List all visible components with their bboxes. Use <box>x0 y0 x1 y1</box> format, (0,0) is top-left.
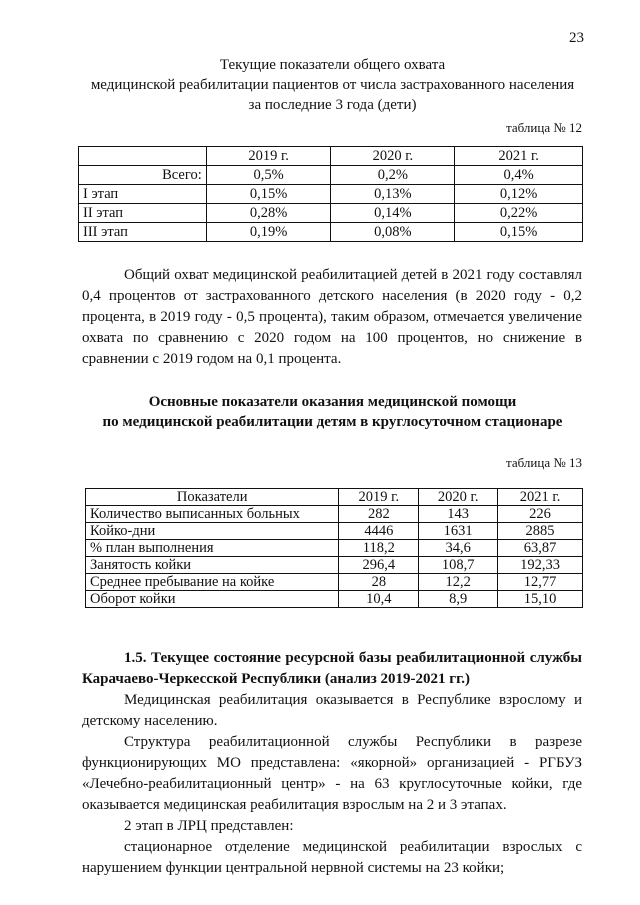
cell: 296,4 <box>339 557 419 574</box>
section-paragraph: Структура реабилитационной службы Республики в разрезе функционирующих МО представлена: «якорной» организацией - РГБУЗ «Лечебно-реабилитационный центр» - на 63 круглосуточные койки, где оказывается медицинская реабилитация взрослым на 2 и 3 этапах. <box>82 734 582 813</box>
row-label: Занятость койки <box>86 557 339 574</box>
row-label: % план выполнения <box>86 540 339 557</box>
row-label: I этап <box>79 185 207 204</box>
table-row <box>86 506 583 523</box>
row-label: Среднее пребывание на койке <box>86 574 339 591</box>
row-label: II этап <box>79 204 207 223</box>
cell: 0,15% <box>206 185 331 204</box>
table-row <box>86 591 583 608</box>
row-label: Всего: <box>79 166 207 185</box>
row-label: Оборот койки <box>86 591 339 608</box>
header-cell: 2019 г. <box>206 147 331 166</box>
table-row <box>79 166 583 185</box>
table12-label: таблица № 12 <box>506 120 582 135</box>
table-header-row <box>79 147 583 166</box>
cell: 4446 <box>339 523 419 540</box>
cell: 12,2 <box>419 574 498 591</box>
cell: 0,28% <box>206 204 331 223</box>
table-row <box>79 204 583 223</box>
header-cell <box>79 147 207 166</box>
paragraph-text: Общий охват медицинской реабилитацией детей в 2021 году составлял 0,4 процентов от застрахованного детского населения (в 2020 году - 0,2 процента, в 2019 году - 0,5 процента), таким образом, отмечается увеличение охвата по сравнению с 2020 годом на 100 процентов, но снижение в сравнении с 2019 годом на 0,1 процента. <box>82 267 582 367</box>
table-row <box>86 557 583 574</box>
table-row <box>79 223 583 242</box>
table12 <box>78 146 583 242</box>
cell: 0,13% <box>331 185 455 204</box>
header-cell: 2020 г. <box>419 489 498 506</box>
header-cell: 2020 г. <box>331 147 455 166</box>
table-row <box>86 540 583 557</box>
table-row <box>86 523 583 540</box>
cell: 0,2% <box>331 166 455 185</box>
header-cell: 2019 г. <box>339 489 419 506</box>
row-label: Количество выписанных больных <box>86 506 339 523</box>
table12-title-line: за последние 3 года (дети) <box>248 97 417 113</box>
cell: 282 <box>339 506 419 523</box>
cell: 108,7 <box>419 557 498 574</box>
cell: 0,08% <box>331 223 455 242</box>
table13 <box>85 488 583 608</box>
table-row <box>79 185 583 204</box>
cell: 8,9 <box>419 591 498 608</box>
cell: 15,10 <box>498 591 583 608</box>
row-label: Койко-дни <box>86 523 339 540</box>
page-number: 23 <box>569 30 584 46</box>
cell: 63,87 <box>498 540 583 557</box>
cell: 0,15% <box>455 223 583 242</box>
cell: 34,6 <box>419 540 498 557</box>
table13-title-line: Основные показатели оказания медицинской помощи <box>148 394 517 410</box>
table13-title <box>60 392 605 432</box>
cell: 0,5% <box>206 166 331 185</box>
table13-label: таблица № 13 <box>506 455 582 470</box>
section-paragraph: 2 этап в ЛРЦ представлен: <box>124 818 294 834</box>
table12-title-line: медицинской реабилитации пациентов от числа застрахованного населения <box>90 77 575 93</box>
cell: 1631 <box>419 523 498 540</box>
cell: 0,22% <box>455 204 583 223</box>
table12-title <box>60 55 605 115</box>
cell: 10,4 <box>339 591 419 608</box>
cell: 0,14% <box>331 204 455 223</box>
cell: 0,4% <box>455 166 583 185</box>
table-row <box>86 574 583 591</box>
cell: 192,33 <box>498 557 583 574</box>
cell: 12,77 <box>498 574 583 591</box>
cell: 226 <box>498 506 583 523</box>
section-heading: 1.5. Текущее состояние ресурсной базы реабилитационной службы Карачаево-Черкесской Республики (анализ 2019-2021 гг.) <box>82 650 582 687</box>
cell: 143 <box>419 506 498 523</box>
cell: 118,2 <box>339 540 419 557</box>
cell: 0,19% <box>206 223 331 242</box>
row-label: III этап <box>79 223 207 242</box>
section-paragraph: Медицинская реабилитация оказывается в Республике взрослому и детскому населению. <box>82 692 582 729</box>
section-1-5 <box>82 648 582 879</box>
table12-title-line: Текущие показатели общего охвата <box>219 57 446 73</box>
cell: 2885 <box>498 523 583 540</box>
table13-title-line: по медицинской реабилитации детям в круглосуточном стационаре <box>102 414 563 430</box>
header-cell: 2021 г. <box>455 147 583 166</box>
cell: 28 <box>339 574 419 591</box>
header-cell: Показатели <box>86 489 339 506</box>
table-header-row <box>86 489 583 506</box>
section-paragraph: стационарное отделение медицинской реабилитации взрослых с нарушением функции центральной нервной системы на 23 койки; <box>82 839 582 876</box>
header-cell: 2021 г. <box>498 489 583 506</box>
paragraph-child-coverage <box>82 265 582 370</box>
cell: 0,12% <box>455 185 583 204</box>
